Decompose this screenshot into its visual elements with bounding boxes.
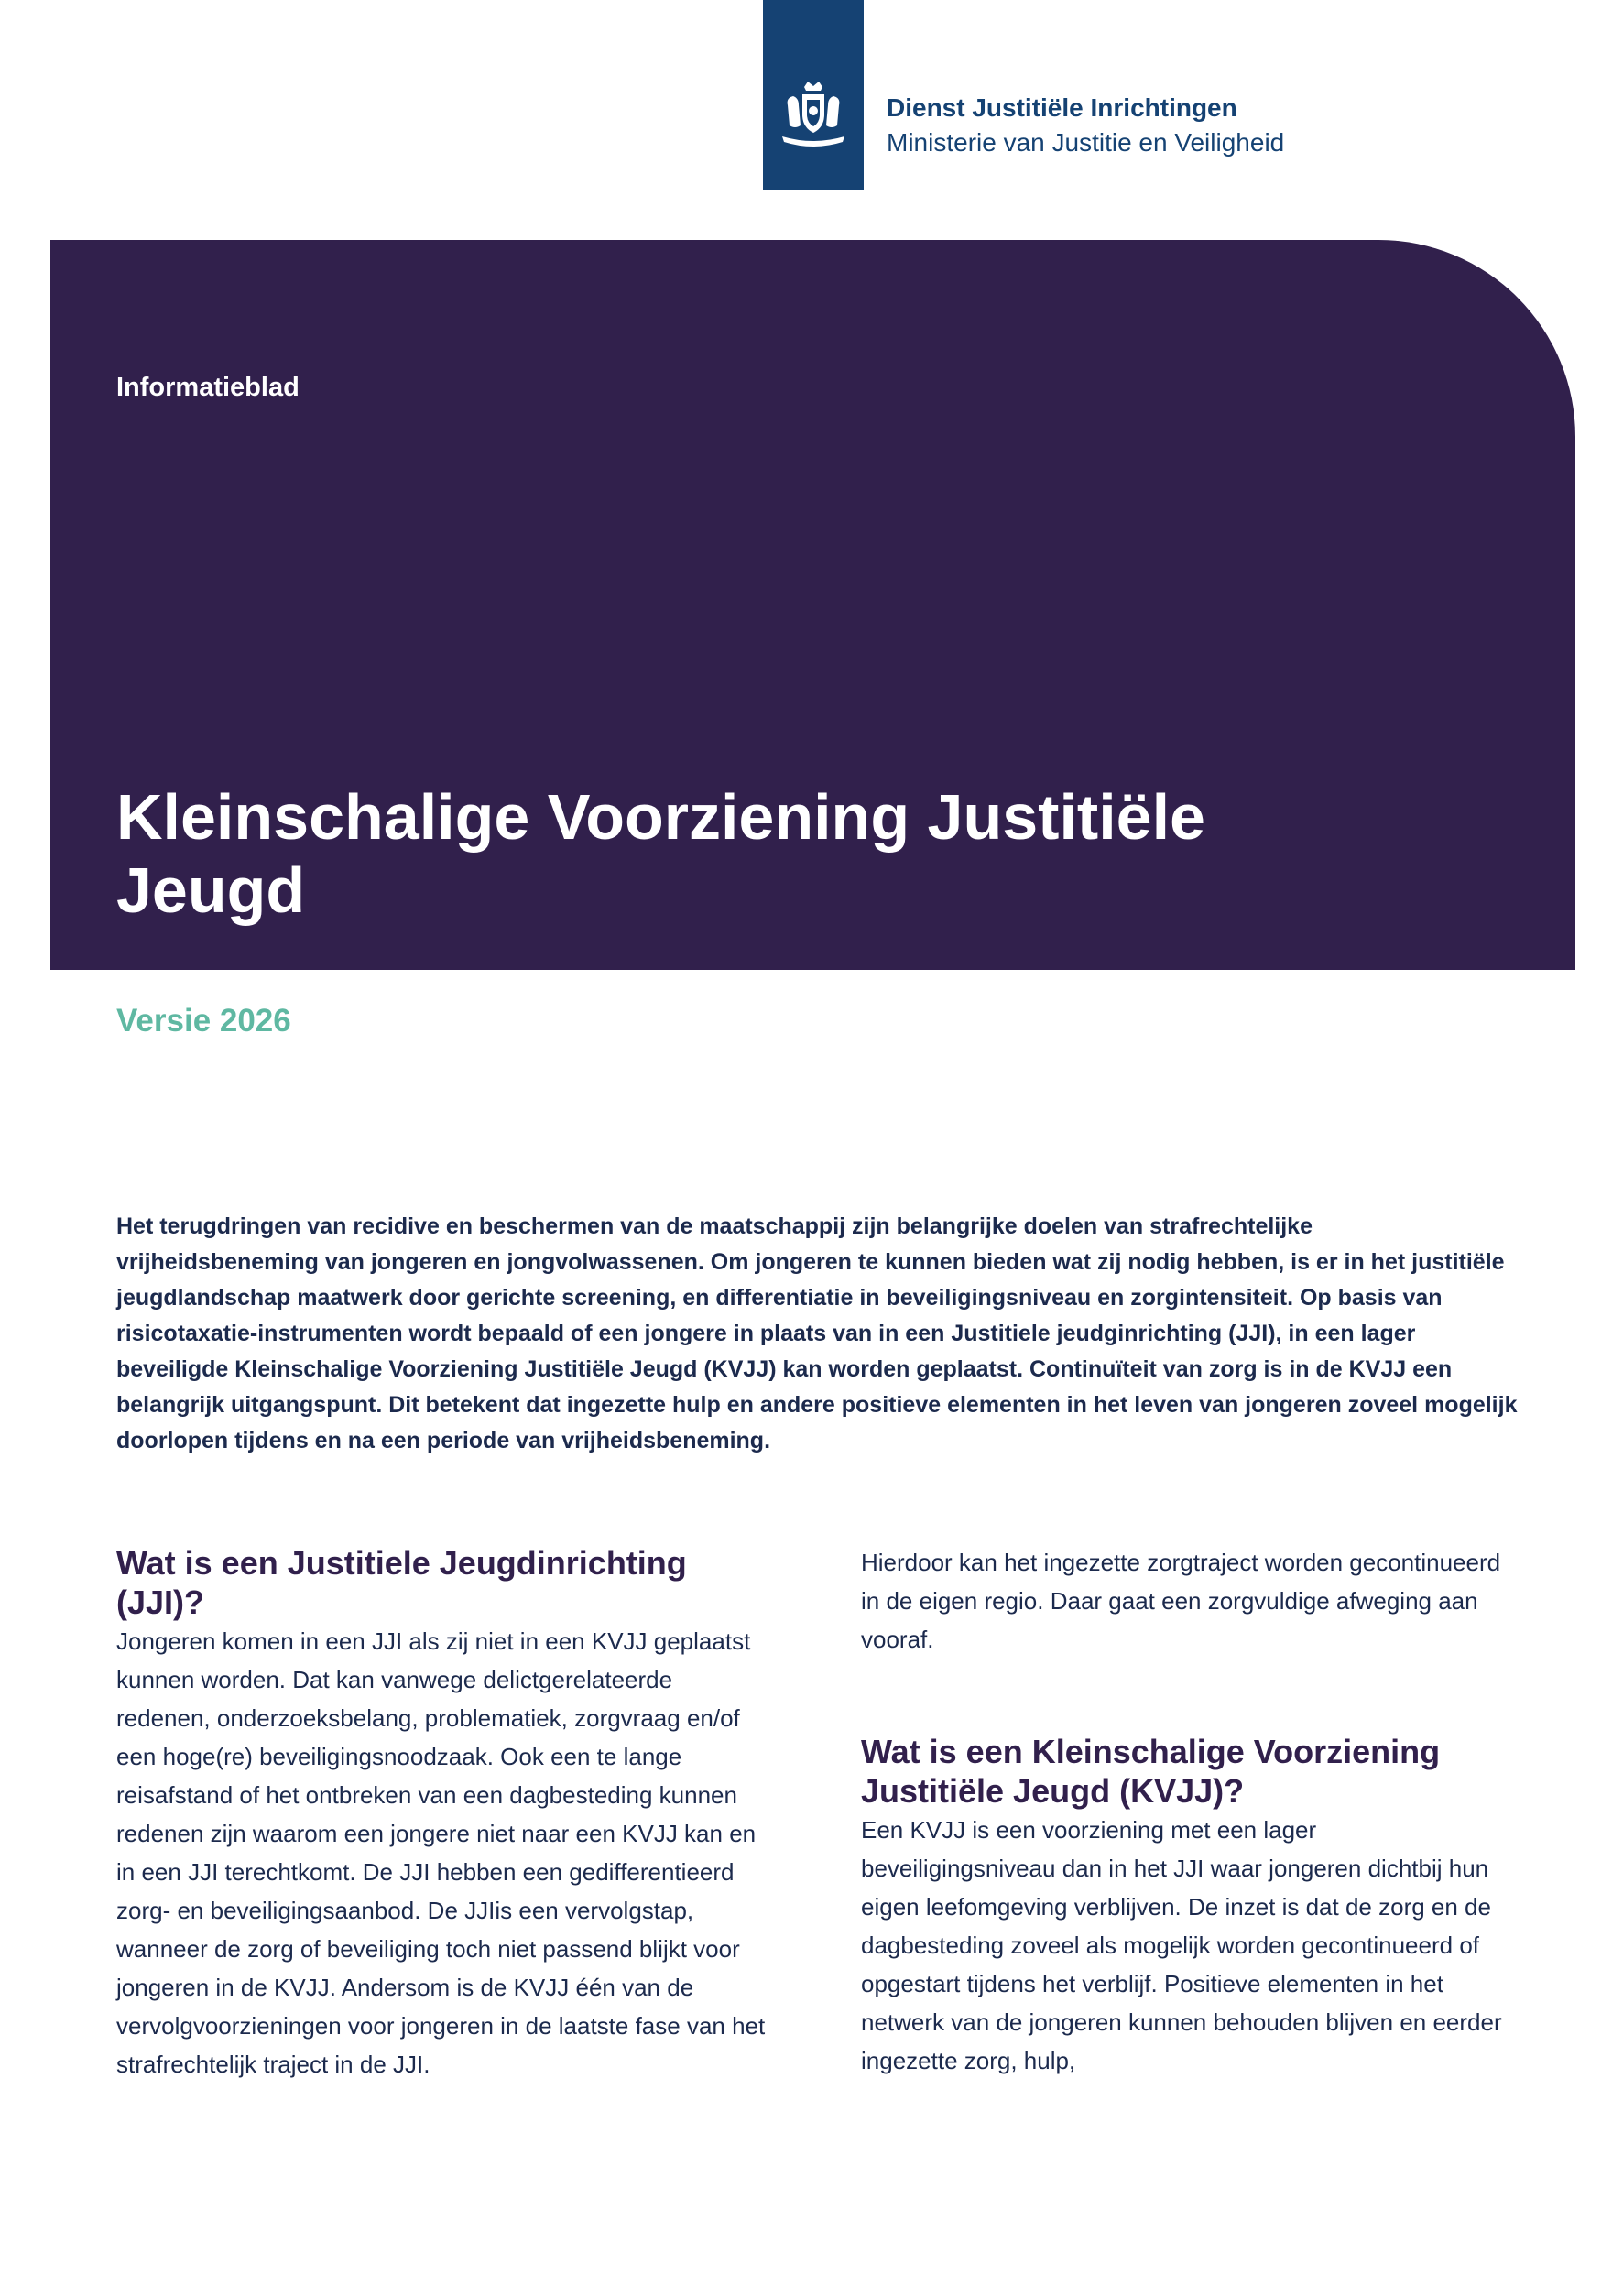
ministry-name: Ministerie van Justitie en Veiligheid xyxy=(887,128,1285,157)
coat-of-arms-icon xyxy=(777,78,850,151)
hero-banner xyxy=(50,240,1575,970)
continuation-paragraph: Hierdoor kan het ingezette zorgtraject worden gecontinueerd in de eigen regio. Daar gaat een zorgvuldige afweging aan vooraf. xyxy=(861,1549,1501,1653)
document-type-label: Informatieblad xyxy=(116,373,300,402)
section-heading-kvjj: Wat is een Kleinschalige Voorziening Justitiële Jeugd (KVJJ)? xyxy=(861,1733,1441,1810)
page-title: Kleinschalige Voorziening Justitiële Jeugd xyxy=(116,781,1205,926)
org-name: Dienst Justitiële Inrichtingen xyxy=(887,93,1237,122)
logo-bar xyxy=(763,0,864,190)
right-column xyxy=(861,1543,1511,2080)
section-body-kvjj: Een KVJJ is een voorziening met een lager beveiligingsniveau dan in het JJI waar jongeren dichtbij hun eigen leefomgeving verblijven. De inzet is dat de zorg en de dagbesteding zoveel als mogelijk worden gecontinueerd of opgestart tijdens het verblijf. Positieve elementen in het netwerk van de jongeren kunnen behouden blijven en eerder ingezette zorg, hulp, xyxy=(861,1816,1502,2074)
intro-paragraph: Het terugdringen van recidive en beschermen van de maatschappij zijn belangrijke doelen van strafrechtelijke vrijheidsbeneming van jongeren en jongvolwassenen. Om jongeren te kunnen bieden wat zij nodig hebben, is er in het justitiële jeugdlandschap maatwerk door gerichte screening, en differentiatie in beveiligingsniveau en zorgintensiteit. Op basis van risicotaxatie-instrumenten wordt bepaald of een jongere in plaats van in een Justitiele jeudginrichting (JJI), in een lager beveiligde Kleinschalige Voorziening Justitiële Jeugd (KVJJ) kan worden geplaatst. Continuïteit van zorg is in de KVJJ een belangrijk uitgangspunt. Dit betekent dat ingezette hulp en andere positieve elementen in het leven van jongeren zoveel mogelijk doorlopen tijdens en na een periode van vrijheidsbeneming. xyxy=(116,1213,1518,1453)
version-label: Versie 2026 xyxy=(116,1003,291,1039)
section-heading-jji: Wat is een Justitiele Jeugdinrichting (JJI)? xyxy=(116,1544,687,1621)
section-body-jji: Jongeren komen in een JJI als zij niet in een KVJJ geplaatst kunnen worden. Dat kan vanwege delictgerelateerde redenen, onderzoeksbelang, problematiek, zorgvraag en/of een hoge(re) beveiligingsnoodzaak. Ook een te lange reisafstand of het ontbreken van een dagbesteding kunnen redenen zijn waarom een jongere niet naar een KVJJ kan en in een JJI terechtkomt. De JJI hebben een gedifferentieerd zorg- en beveiligingsaanbod. De JJIis een vervolgstap, wanneer de zorg of beveiliging toch niet passend blijkt voor jongeren in de KVJJ. Andersom is de KVJJ één van de vervolgvoorzieningen voor jongeren in de laatste fase van het strafrechtelijk traject in de JJI. xyxy=(116,1627,766,2078)
section-jji xyxy=(116,1543,767,2084)
